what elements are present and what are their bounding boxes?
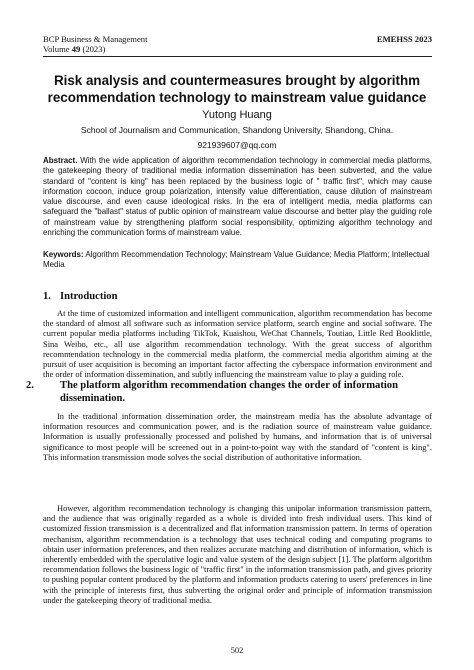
section-title: Introduction — [60, 291, 118, 302]
abstract-label: Abstract. — [43, 156, 78, 165]
journal-name: BCP Business & Management — [43, 34, 148, 44]
page-number: 502 — [230, 646, 244, 655]
journal-info — [43, 34, 147, 54]
section-title: The platform algorithm recommendation changes the order of information dissemination. — [60, 380, 398, 404]
section-number: 2. — [26, 380, 34, 391]
journal-volume: Volume 49 (2023) — [43, 44, 106, 54]
abstract — [43, 156, 432, 238]
keywords-label: Keywords: — [43, 250, 84, 259]
section-number: 1. — [43, 291, 51, 302]
section-heading-2 — [26, 379, 432, 405]
conference-name: EMEHSS 2023 — [376, 34, 432, 44]
body-paragraph: However, algorithm recommendation technology is changing this unipolar information transmission pattern, and the audience that was originally regarded as a whole is divided into fresh individual users. This kind of customized fission transmission is a decentralized and flat information transmission pattern. In terms of operation mechanism, algorithm recommendation is a technology that uses technical coding and computing programs to obtain user information preferences, and then realizes accurate matching and distribution of information, which is inherently embedded with the speculative logic and value system of the design subject [1]. The platform algorithm recommendation follows the business logic of "traffic first" in the information transmission path, and gives priority to pushing popular content produced by the platform and information products catering to users' preferences in line with the principle of interests first, thus subverting the original order and principle of information transmission under the gatekeeping theory of traditional media. — [43, 503, 432, 605]
body-paragraph: At the time of customized information and intelligent communication, algorithm recommendation has become the standard of almost all software such as information service platform, search engine and social software. The current popular media platforms including TikTok, Kuaishou, WeChat Channels, Toutiao, Little Red Booklittle, Sina Weibo, etc., all use algorithm recommendation technology. With the great success of algorithm recommendation technology in the commercial media platform, the commercial media algorithm aiming at the pursuit of user acquisition is becoming an important factor affecting the cyberspace information environment and the order of information dissemination, and subtly influencing the mainstream value to play a guiding role. — [43, 308, 432, 380]
author-name: Yutong Huang — [202, 109, 272, 121]
body-paragraph: In the traditional information dissemination order, the mainstream media has the absolute advantage of information resources and communication power, and is the radiation source of mainstream value guidance. Information is usually professionally processed and polished by humans, and information that is of universal significance to most people will be screened out in a point-to-point way with the standard of "content is king". This information transmission mode solves the social distribution of authoritative information. — [43, 411, 432, 462]
header-rule — [43, 56, 432, 57]
author-email: 921939607@qq.com — [197, 140, 277, 150]
keywords-text: Algorithm Recommendation Technology; Mainstream Value Guidance; Media Platform; Intellectual Media — [43, 250, 430, 270]
abstract-text: With the wide application of algorithm recommendation technology in commercial media platforms, the gatekeeping theory of traditional media information dissemination has been subverted, and the value standard of "content is king" has been replaced by the business logic of " traffic first", which may cause information cocoon, induce group polarization, intensify value differentiation, cause dilution of mainstream value discourse, and even cause ideological risks. In the era of intelligent media, media platforms can safeguard the "ballast" status of public opinion of mainstream value discourse and better play the guiding role of mainstream value by strengthening platform social responsibility, optimizing algorithm technology and enriching the communication forms of mainstream value. — [43, 156, 432, 237]
author-affiliation: School of Journalism and Communication, Shandong University, Shandong, China. — [80, 125, 394, 135]
paper-title: Risk analysis and countermeasures brought by algorithm recommendation technology to mainstream value guidance — [47, 73, 427, 105]
keywords — [43, 250, 432, 271]
section-heading-1 — [43, 290, 432, 303]
